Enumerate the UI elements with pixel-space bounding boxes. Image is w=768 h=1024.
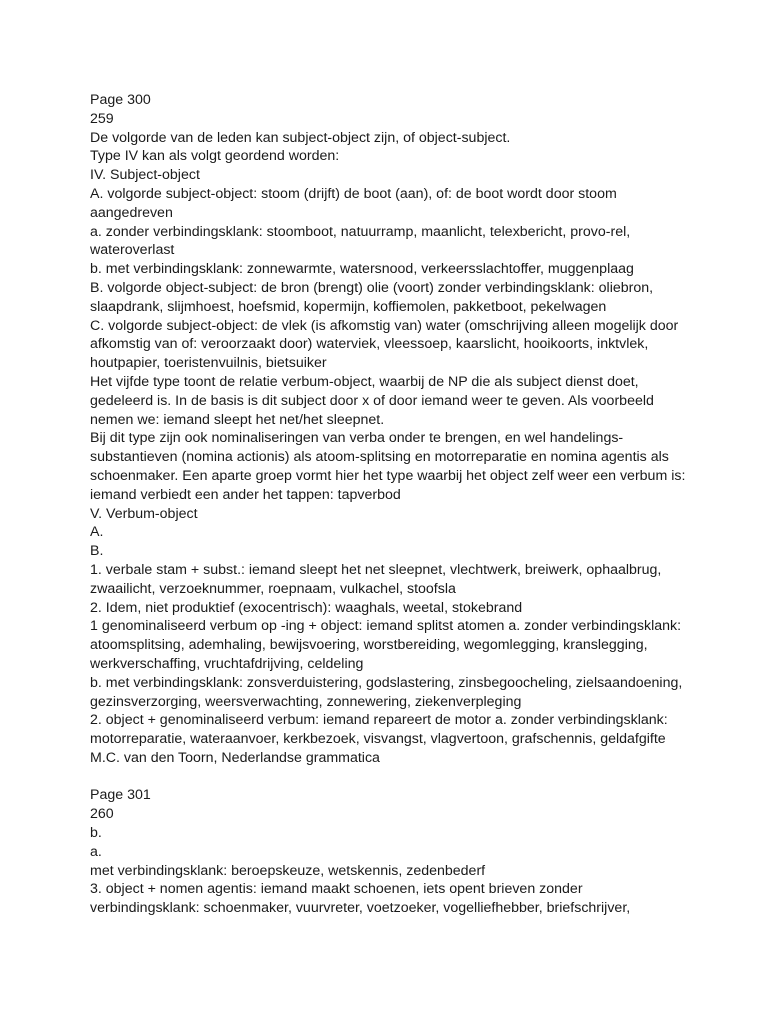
text-line: aangedreven — [90, 204, 173, 221]
document-page — [90, 91, 690, 918]
text-line: Het vijfde type toont de relatie verbum-object, waarbij de NP die als subject dienst doet, — [90, 373, 639, 390]
text-line: gezinsverzorging, weersverwachting, zonnewering, ziekenverpleging — [90, 693, 522, 710]
text-line: iemand verbiedt een ander het tappen: tapverbod — [90, 486, 401, 503]
text-line: 2. object + genominaliseerd verbum: iemand repareert de motor a. zonder verbindingsklank: — [90, 712, 668, 729]
text-line: wateroverlast — [90, 242, 175, 259]
text-line: nemen we: iemand sleept het net/het sleepnet. — [90, 411, 385, 428]
text-line: b. met verbindingsklank: zonsverduistering, godslastering, zinsbegoocheling, zielsaandoening, — [90, 674, 683, 691]
text-line: met verbindingsklank: beroepskeuze, wetskennis, zedenbederf — [90, 862, 486, 879]
text-line: a. — [90, 843, 102, 860]
page-footer: M.C. van den Toorn, Nederlandse grammatica — [90, 749, 380, 766]
text-line: gedeleerd is. In de basis is dit subject door x of door iemand weer te geven. Als voorbeeld — [90, 392, 654, 409]
text-line: motorreparatie, wateraanvoer, kerkbezoek, visvangst, vlagvertoon, grafschennis, geldafgifte — [90, 731, 666, 748]
text-line: 1 genominaliseerd verbum op -ing + object: iemand splitst atomen a. zonder verbindingsklank: — [90, 618, 682, 635]
text-line: verbindingsklank: schoenmaker, vuurvreter, voetzoeker, vogelliefhebber, briefschrijver, — [90, 900, 631, 917]
text-line: IV. Subject-object — [90, 167, 200, 184]
text-line: 1. verbale stam + subst.: iemand sleept het net sleepnet, vlechtwerk, breiwerk, ophaalbrug, — [90, 561, 662, 578]
page-300-body — [90, 129, 690, 749]
text-line: slaapdrank, slijmhoest, hoefsmid, kopermijn, koffiemolen, pakketboot, pekelwagen — [90, 298, 607, 315]
page-301-section — [90, 786, 690, 918]
page-header: Page 301 — [90, 787, 151, 804]
page-header: Page 300 — [90, 92, 151, 108]
text-line: A. — [90, 524, 104, 541]
text-line: B. — [90, 543, 104, 560]
text-line: afkomstig van of: veroorzaakt door) waterviek, vleessoep, kaarslicht, hooikoorts, inktvlek, — [90, 336, 649, 353]
text-line: C. volgorde subject-object: de vlek (is afkomstig van) water (omschrijving alleen mogelijk door — [90, 317, 679, 334]
text-line: De volgorde van de leden kan subject-object zijn, of object-subject. — [90, 129, 511, 146]
text-line: Bij dit type zijn ook nominaliseringen van verba onder te brengen, en wel handelings- — [90, 430, 624, 447]
text-line: werkverschaffing, vruchtafdrijving, celdeling — [90, 655, 364, 672]
text-line: substantieven (nomina actionis) als atoom-splitsing en motorreparatie en nomina agentis als — [90, 449, 669, 466]
text-line: A. volgorde subject-object: stoom (drijft) de boot (aan), of: de boot wordt door stoom — [90, 185, 617, 202]
page-number: 260 — [90, 806, 114, 823]
page-number: 259 — [90, 110, 114, 127]
text-line: Type IV kan als volgt geordend worden: — [90, 148, 340, 165]
text-line: 2. Idem, niet produktief (exocentrisch): waaghals, weetal, stokebrand — [90, 599, 523, 616]
text-line: 3. object + nomen agentis: iemand maakt schoenen, iets opent brieven zonder — [90, 881, 583, 898]
text-line: atoomsplitsing, ademhaling, bewijsvoering, worstbereiding, wegomlegging, kranslegging, — [90, 637, 648, 654]
text-line: zwaailicht, verzoeknummer, roepnaam, vulkachel, stoofsla — [90, 580, 456, 597]
text-line: b. met verbindingsklank: zonnewarmte, watersnood, verkeersslachtoffer, muggenplaag — [90, 261, 634, 278]
text-line: V. Verbum-object — [90, 505, 198, 522]
page-300-section — [90, 91, 690, 768]
text-line: a. zonder verbindingsklank: stoomboot, natuurramp, maanlicht, telexbericht, provo-rel, — [90, 223, 631, 240]
page-301-body — [90, 824, 690, 918]
text-line: b. — [90, 825, 102, 842]
text-line: houtpapier, toeristenvuilnis, bietsuiker — [90, 355, 327, 372]
text-line: schoenmaker. Een aparte groep vormt hier het type waarbij het object zelf weer een verbum is: — [90, 467, 686, 484]
page-gap — [90, 768, 690, 787]
text-line: B. volgorde object-subject: de bron (brengt) olie (voort) zonder verbindingsklank: oliebron, — [90, 279, 654, 296]
